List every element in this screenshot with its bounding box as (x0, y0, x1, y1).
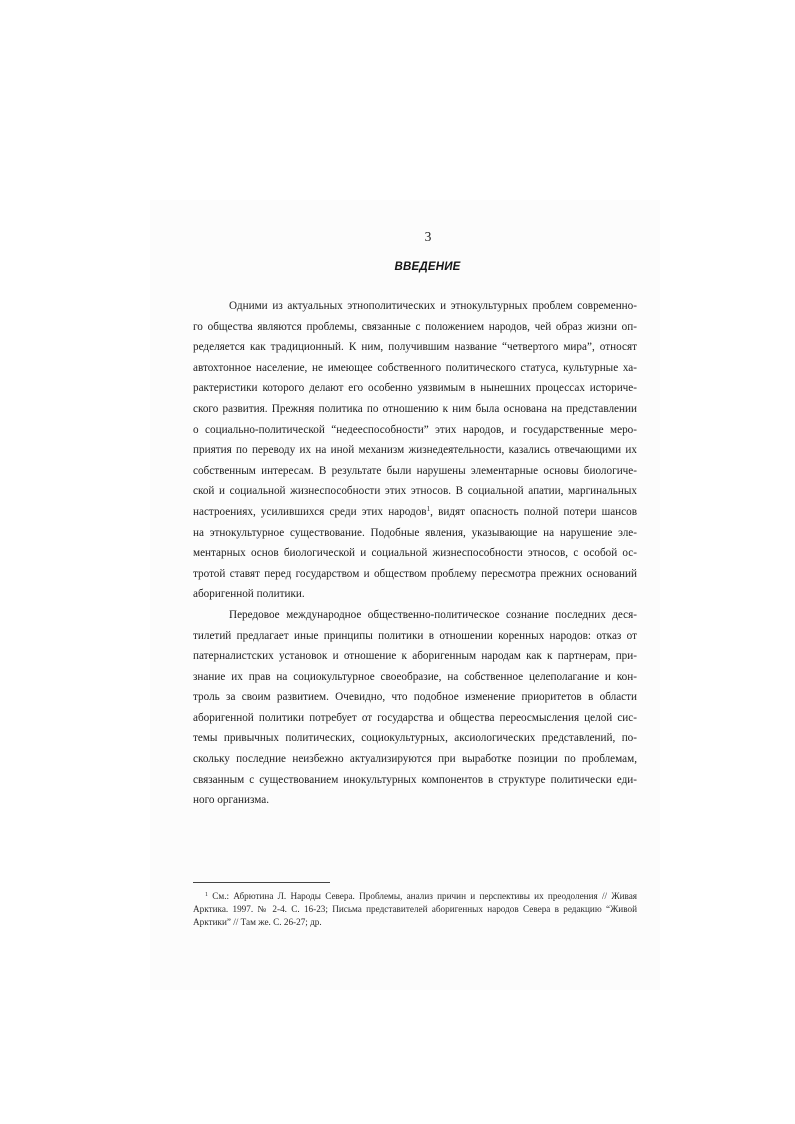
text-line: скольку последние неизбежно актуализируются при выработке позиции по проблемам, (193, 753, 637, 766)
footnote-line: Арктика. 1997. № 2-4. С. 16-23; Письма представителей аборигенных народов Севера в редакцию “Живой (193, 904, 637, 914)
text-line-with-footnote (193, 502, 637, 523)
text-fragment: , видят опасность полной потери шансов (430, 505, 638, 518)
footnote-separator (193, 882, 330, 883)
footnote-reference: 1 (426, 504, 431, 513)
text-line: го общества являются проблемы, связанные с положением народов, чей образ жизни оп- (193, 320, 637, 333)
footnote-text: См.: Абрютина Л. Народы Севера. Проблемы, анализ причин и перспективы их преодоления // Живая (212, 891, 638, 901)
text-line: тротой ставят перед государством и обществом проблему пересмотра прежних оснований (193, 567, 637, 580)
text-line: патерналистских установок и отношение к аборигенным народам как к партнерам, при- (193, 650, 637, 663)
text-fragment: настроениях, усилившихся среди этих народов (193, 505, 427, 518)
text-line: ределяется как традиционный. К ним, получившим название “четвертого мира”, относят (193, 341, 637, 354)
text-line: собственным интересам. В результате были нарушены элементарные основы биологиче- (193, 464, 637, 477)
text-line: ментарных основ биологической и социальной жизнеспособности этносов, с особой ос- (193, 547, 637, 560)
text-line: рактеристики которого делают его особенно уязвимым в нынешних процессах историче- (193, 382, 637, 395)
paragraph-1 (193, 296, 637, 605)
section-heading: ВВЕДЕНИЕ (394, 261, 461, 273)
text-line: аборигенной политики потребует от государства и общества переосмысления целой сис- (193, 711, 637, 724)
text-line: ской и социальной жизнеспособности этих этносов. В социальной апатии, маргинальных (193, 485, 637, 498)
text-line: ского развития. Прежняя политика по отношению к ним была основана на представлении (193, 402, 637, 415)
text-line: знание их прав на социокультурное своеобразие, на собственное целеполагание и кон- (193, 670, 637, 683)
text-line: на этнокультурное существование. Подобные явления, указывающие на нарушение эле- (193, 526, 637, 539)
text-line: о социально-политической “недееспособности” этих народов, и государственные меро- (193, 423, 637, 436)
footnote-line (193, 890, 637, 903)
text-line: Одними из актуальных этнополитических и этнокультурных проблем современно- (229, 300, 637, 312)
text-line: приятия по переводу их на иной механизм жизнедеятельности, казались отвечающими их (193, 444, 637, 457)
text-line: связанным с существованием инокультурных компонентов в структуре политически еди- (193, 773, 637, 786)
paragraph-2 (193, 605, 637, 811)
page-number: 3 (424, 229, 432, 244)
text-line: ного организма. (193, 794, 270, 807)
text-line: Передовое международное общественно-политическое сознание последних деся- (229, 608, 637, 621)
footnote (193, 890, 637, 929)
footnote-mark: 1 (205, 892, 208, 898)
text-line: троль за своим развитием. Очевидно, что подобное изменение приоритетов в области (193, 691, 637, 704)
text-line: тилетий предлагает иные принципы политики в отношении коренных народов: отказ от (193, 629, 637, 642)
text-line: аборигенной политики. (193, 588, 305, 601)
footnote-line: Арктики” // Там же. С. 26-27; др. (193, 917, 322, 927)
body-text (193, 296, 637, 811)
text-line: темы привычных политических, социокультурных, аксиологических представлений, по- (193, 732, 637, 745)
text-line: автохтонное население, не имеющее собственного политического статуса, культурные ха- (193, 361, 637, 374)
